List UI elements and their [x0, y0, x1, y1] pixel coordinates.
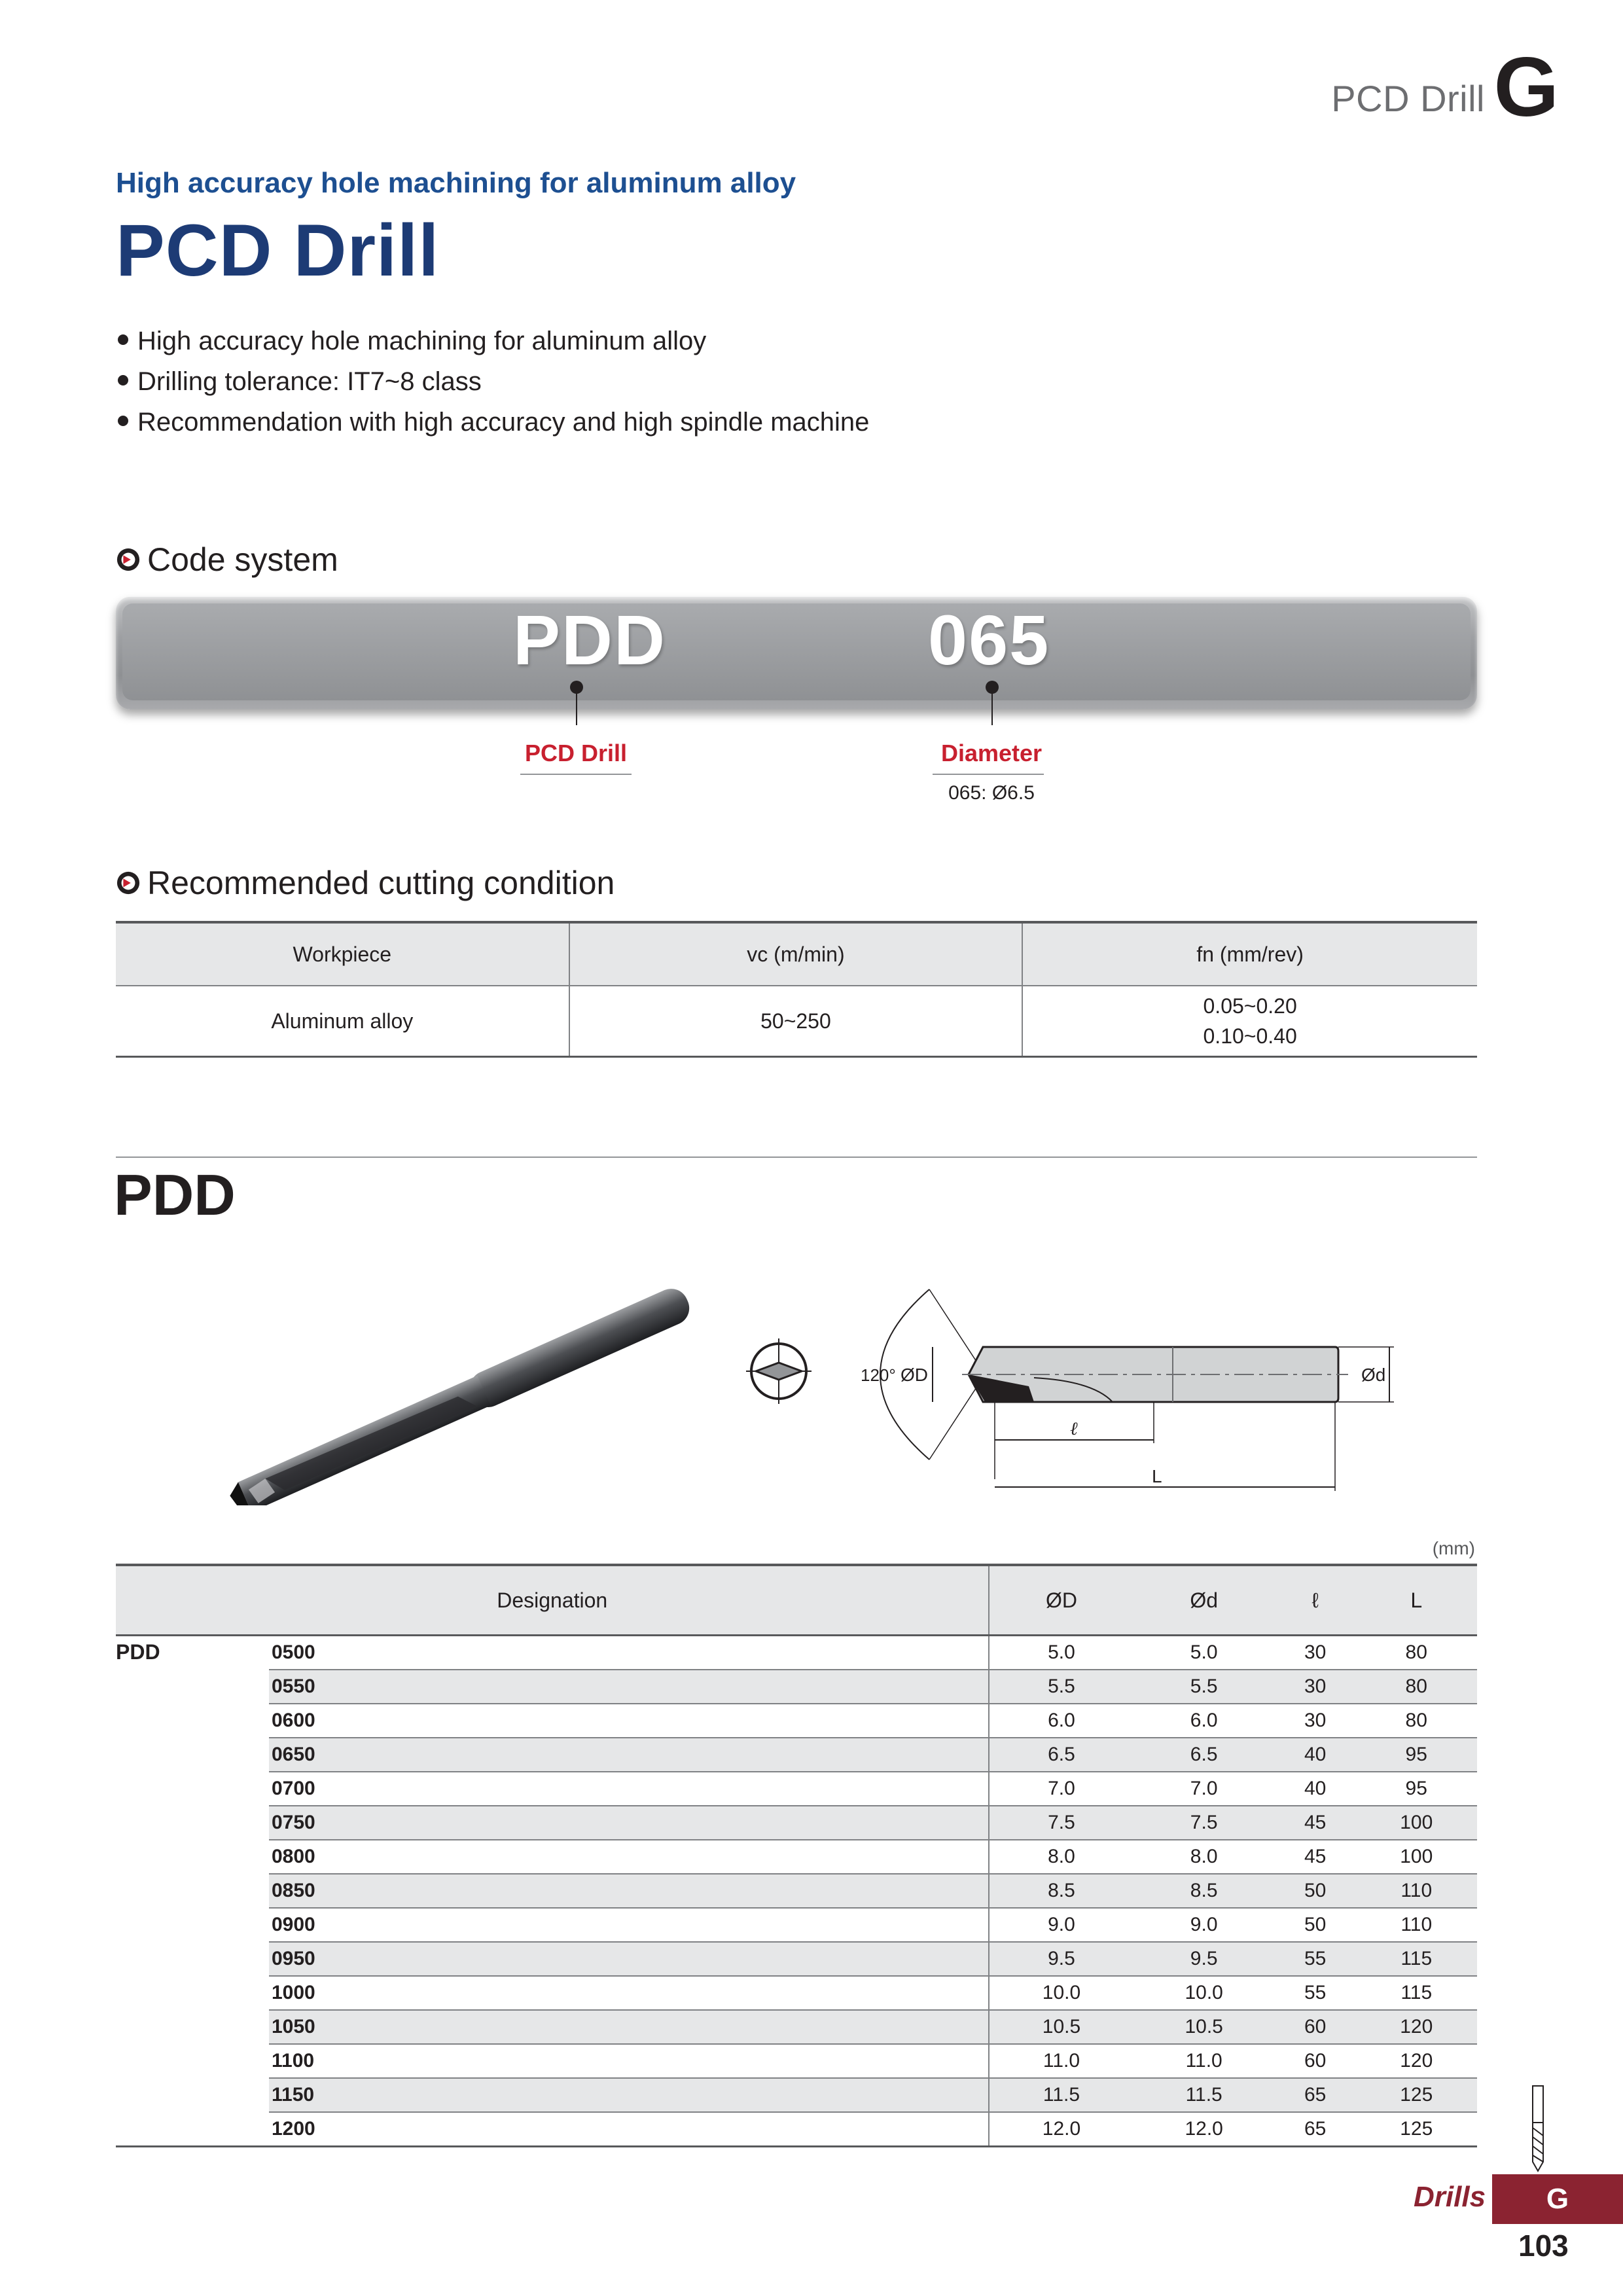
flute-length-cell: 40	[1275, 1738, 1356, 1772]
bullet-icon	[118, 416, 128, 426]
code-label-underline	[520, 774, 632, 775]
table-header-row	[116, 922, 1477, 986]
section-title: PCD Drill	[1331, 78, 1485, 119]
feature-item	[118, 402, 869, 442]
overall-length-cell: 100	[1355, 1806, 1477, 1840]
code-segment-diameter: 065	[928, 600, 1050, 679]
overall-length-cell: 95	[1355, 1738, 1477, 1772]
small-diameter-cell: 10.0	[1133, 1976, 1274, 2010]
table-header-row	[116, 1565, 1477, 1636]
large-diameter-label: ØD	[901, 1365, 928, 1385]
flute-length-cell: 55	[1275, 1942, 1356, 1976]
overall-length-cell: 120	[1355, 2044, 1477, 2078]
small-diameter-cell: 5.0	[1133, 1636, 1274, 1670]
table-row	[116, 1976, 1477, 2010]
section-letter: G	[1493, 41, 1559, 134]
code-system-heading	[116, 541, 338, 579]
small-diameter-cell: 11.0	[1133, 2044, 1274, 2078]
overall-length-label: L	[1152, 1466, 1162, 1486]
table-row	[116, 1738, 1477, 1772]
large-diameter-cell: 5.0	[989, 1636, 1133, 1670]
bullet-icon	[118, 375, 128, 386]
table-row	[116, 1806, 1477, 1840]
unit-label: (mm)	[1432, 1538, 1475, 1558]
large-diameter-cell: 7.5	[989, 1806, 1133, 1840]
designation-code-cell: 0750	[269, 1806, 989, 1840]
table-row	[116, 986, 1477, 1057]
overall-length-cell: 125	[1355, 2112, 1477, 2147]
small-diameter-cell: 12.0	[1133, 2112, 1274, 2147]
drill-dimension-drawing	[838, 1283, 1420, 1505]
drill-bit-icon	[1525, 2085, 1551, 2173]
workpiece-cell: Aluminum alloy	[116, 986, 569, 1057]
section-arrow-icon	[116, 547, 141, 572]
code-label-series: PCD Drill	[524, 740, 628, 766]
cutting-condition-heading-text: Recommended cutting condition	[147, 865, 615, 901]
dimension-table	[116, 1564, 1477, 2147]
designation-code-cell: 0900	[269, 1908, 989, 1942]
overall-length-cell: 110	[1355, 1908, 1477, 1942]
designation-code-cell: 1100	[269, 2044, 989, 2078]
feature-list	[118, 321, 869, 442]
large-diameter-cell: 9.5	[989, 1942, 1133, 1976]
code-marker-dot	[986, 681, 999, 694]
small-diameter-cell: 9.0	[1133, 1908, 1274, 1942]
overall-length-cell: 125	[1355, 2078, 1477, 2112]
flute-length-cell: 60	[1275, 2010, 1356, 2044]
section-divider	[116, 1157, 1477, 1158]
flute-length-cell: 65	[1275, 2078, 1356, 2112]
feature-item	[118, 321, 869, 361]
overall-length-cell: 95	[1355, 1772, 1477, 1806]
column-header: ℓ	[1275, 1565, 1356, 1636]
large-diameter-cell: 6.5	[989, 1738, 1133, 1772]
flute-length-cell: 50	[1275, 1908, 1356, 1942]
code-label-diameter: Diameter	[940, 740, 1043, 766]
overall-length-cell: 80	[1355, 1670, 1477, 1704]
footer-section-tab: G	[1492, 2174, 1623, 2224]
flute-length-cell: 40	[1275, 1772, 1356, 1806]
table-row	[116, 1942, 1477, 1976]
small-diameter-cell: 7.0	[1133, 1772, 1274, 1806]
dimension-table-body	[116, 1636, 1477, 2147]
code-segment-series: PDD	[513, 600, 667, 679]
small-diameter-cell: 8.5	[1133, 1874, 1274, 1908]
column-header: Workpiece	[116, 922, 569, 986]
designation-code-cell: 0950	[269, 1942, 989, 1976]
code-marker-dot	[570, 681, 583, 694]
small-diameter-cell: 9.5	[1133, 1942, 1274, 1976]
small-diameter-cell: 6.5	[1133, 1738, 1274, 1772]
small-diameter-cell: 11.5	[1133, 2078, 1274, 2112]
feature-item	[118, 361, 869, 402]
large-diameter-cell: 9.0	[989, 1908, 1133, 1942]
page-subtitle: High accuracy hole machining for aluminum alloy	[116, 167, 796, 199]
code-note-diameter: 065: Ø6.5	[948, 782, 1035, 804]
code-bar	[116, 597, 1477, 709]
series-cell: PDD	[116, 1636, 269, 2147]
page-title: PCD Drill	[116, 209, 440, 291]
flute-length-cell: 45	[1275, 1840, 1356, 1874]
flute-length-cell: 55	[1275, 1976, 1356, 2010]
small-diameter-cell: 5.5	[1133, 1670, 1274, 1704]
large-diameter-cell: 10.0	[989, 1976, 1133, 2010]
table-row	[116, 1670, 1477, 1704]
flute-length-cell: 60	[1275, 2044, 1356, 2078]
table-row	[116, 2078, 1477, 2112]
designation-code-cell: 1150	[269, 2078, 989, 2112]
designation-code-cell: 0600	[269, 1704, 989, 1738]
table-row	[116, 1840, 1477, 1874]
code-leader-line	[991, 692, 993, 725]
large-diameter-cell: 11.5	[989, 2078, 1133, 2112]
overall-length-cell: 100	[1355, 1840, 1477, 1874]
bullet-icon	[118, 334, 128, 345]
column-header: L	[1355, 1565, 1477, 1636]
table-row	[116, 1704, 1477, 1738]
designation-code-cell: 0850	[269, 1874, 989, 1908]
drill-end-view-icon	[743, 1335, 815, 1407]
column-header: vc (m/min)	[569, 922, 1023, 986]
code-leader-line	[576, 692, 577, 725]
section-arrow-icon	[116, 870, 141, 895]
feature-text: Recommendation with high accuracy and high spindle machine	[137, 408, 870, 437]
small-diameter-cell: 7.5	[1133, 1806, 1274, 1840]
flute-length-cell: 30	[1275, 1636, 1356, 1670]
cutting-condition-table	[116, 921, 1477, 1058]
small-diameter-label: Ød	[1361, 1365, 1386, 1385]
small-diameter-cell: 6.0	[1133, 1704, 1274, 1738]
feature-text: Drilling tolerance: IT7~8 class	[137, 367, 482, 396]
page-number: 103	[1518, 2229, 1569, 2263]
code-system-heading-text: Code system	[147, 541, 338, 578]
large-diameter-cell: 11.0	[989, 2044, 1133, 2078]
table-row	[116, 2010, 1477, 2044]
designation-code-cell: 0650	[269, 1738, 989, 1772]
table-row	[116, 1772, 1477, 1806]
code-label-underline	[933, 774, 1044, 775]
designation-code-cell: 1200	[269, 2112, 989, 2147]
feature-text: High accuracy hole machining for aluminum alloy	[137, 327, 707, 355]
table-row	[116, 1908, 1477, 1942]
column-header: Ød	[1133, 1565, 1274, 1636]
designation-code-cell: 0550	[269, 1670, 989, 1704]
large-diameter-cell: 8.0	[989, 1840, 1133, 1874]
large-diameter-cell: 5.5	[989, 1670, 1133, 1704]
overall-length-cell: 110	[1355, 1874, 1477, 1908]
large-diameter-cell: 8.5	[989, 1874, 1133, 1908]
angle-label: 120°	[861, 1365, 896, 1385]
large-diameter-cell: 12.0	[989, 2112, 1133, 2147]
column-header: fn (mm/rev)	[1022, 922, 1477, 986]
designation-code-cell: 1000	[269, 1976, 989, 2010]
flute-length-cell: 30	[1275, 1704, 1356, 1738]
designation-code-cell: 0500	[269, 1636, 989, 1670]
fn-value: 0.05~0.20	[1203, 994, 1297, 1018]
fn-value: 0.10~0.40	[1203, 1024, 1297, 1048]
table-row	[116, 1636, 1477, 1670]
cutting-condition-heading	[116, 864, 615, 902]
designation-code-cell: 0800	[269, 1840, 989, 1874]
large-diameter-cell: 10.5	[989, 2010, 1133, 2044]
small-diameter-cell: 8.0	[1133, 1840, 1274, 1874]
overall-length-cell: 80	[1355, 1704, 1477, 1738]
footer-category: Drills	[1414, 2181, 1486, 2213]
column-header: ØD	[989, 1565, 1133, 1636]
drill-photo	[209, 1283, 720, 1505]
product-title: PDD	[114, 1162, 236, 1227]
overall-length-cell: 80	[1355, 1636, 1477, 1670]
table-row	[116, 1874, 1477, 1908]
flute-length-label: ℓ	[1070, 1419, 1078, 1439]
table-row	[116, 2112, 1477, 2147]
flute-length-cell: 65	[1275, 2112, 1356, 2147]
designation-code-cell: 0700	[269, 1772, 989, 1806]
designation-code-cell: 1050	[269, 2010, 989, 2044]
overall-length-cell: 115	[1355, 1942, 1477, 1976]
flute-length-cell: 45	[1275, 1806, 1356, 1840]
large-diameter-cell: 7.0	[989, 1772, 1133, 1806]
column-header: Designation	[116, 1565, 989, 1636]
table-row	[116, 2044, 1477, 2078]
small-diameter-cell: 10.5	[1133, 2010, 1274, 2044]
large-diameter-cell: 6.0	[989, 1704, 1133, 1738]
fn-cell	[1022, 986, 1477, 1057]
vc-cell: 50~250	[569, 986, 1023, 1057]
overall-length-cell: 120	[1355, 2010, 1477, 2044]
overall-length-cell: 115	[1355, 1976, 1477, 2010]
flute-length-cell: 30	[1275, 1670, 1356, 1704]
flute-length-cell: 50	[1275, 1874, 1356, 1908]
